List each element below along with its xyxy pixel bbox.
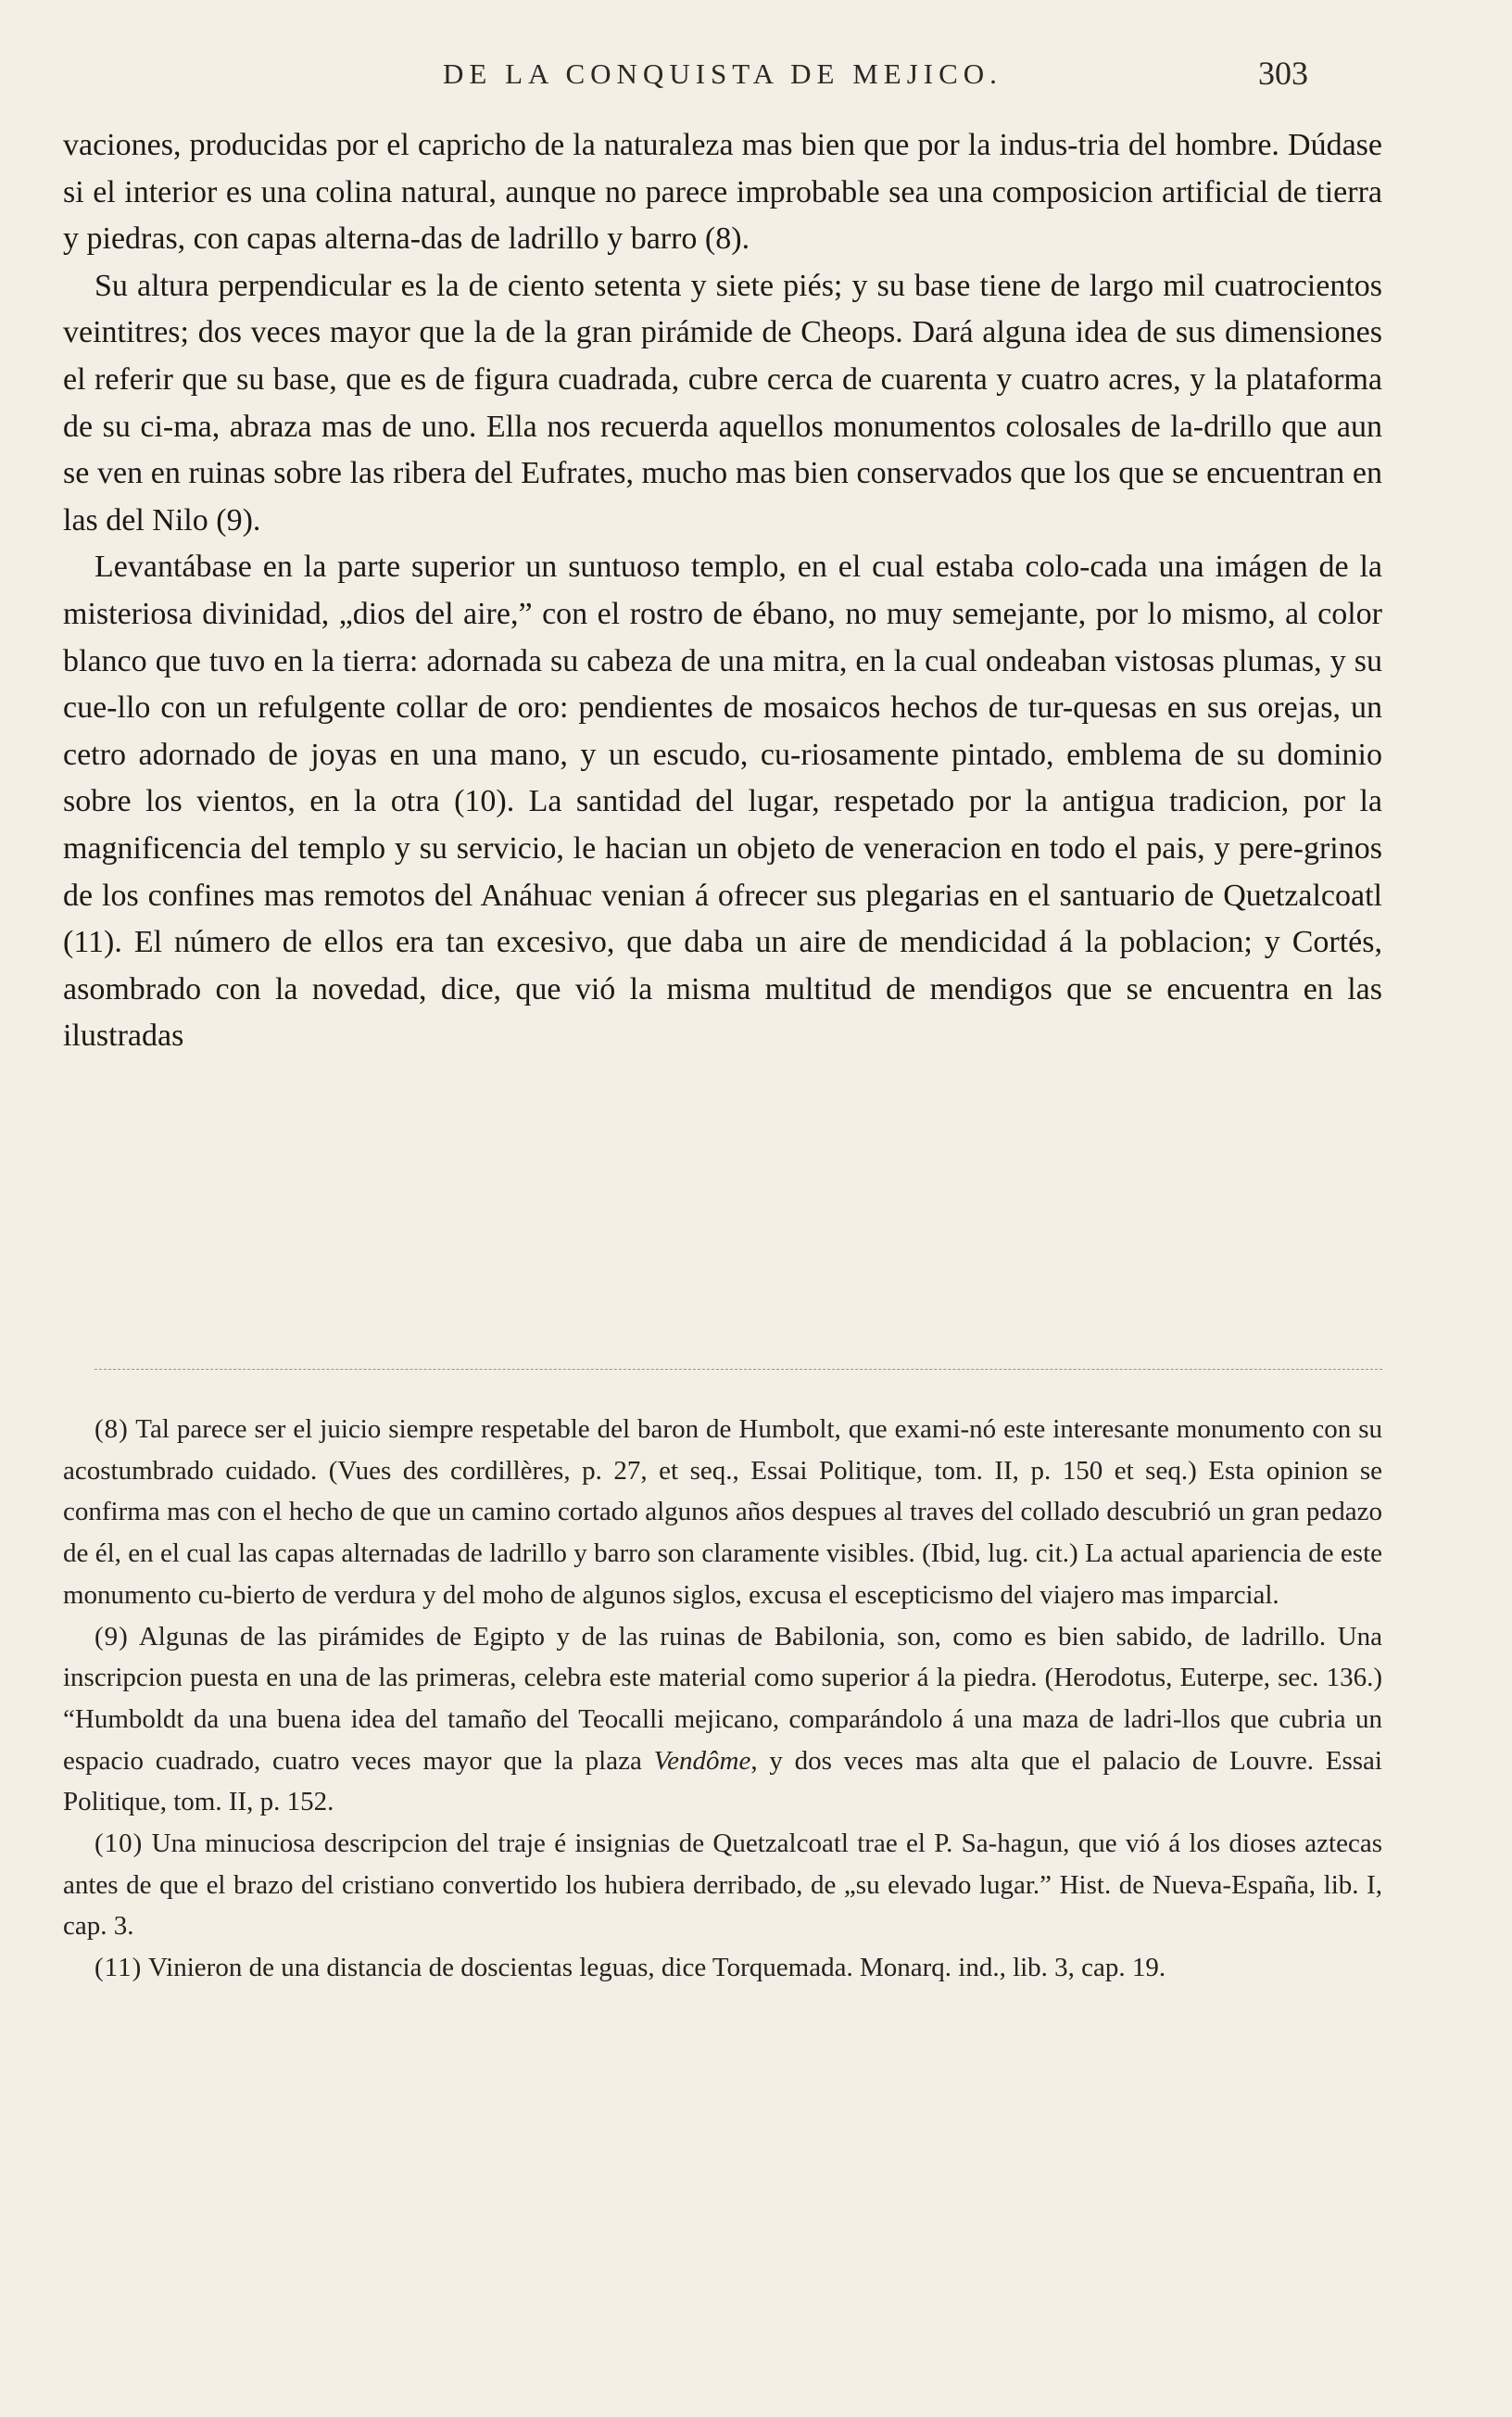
footnotes <box>63 1409 1382 1989</box>
running-title: DE LA CONQUISTA DE MEJICO. <box>443 57 1002 90</box>
main-text <box>63 122 1382 1060</box>
footnote-text: Vinieron de una distancia de doscientas leguas, dice Torquemada. Monarq. ind., lib. 3, cap. 19. <box>147 1953 1166 1983</box>
footnote-text: , y dos veces mas alta que el palacio de Louvre. Essai Politique, tom. II, p. 152. <box>63 1745 1382 1817</box>
footnote-number: (9) <box>94 1621 129 1651</box>
footnote <box>63 1409 1382 1616</box>
page-number: 303 <box>1258 55 1308 92</box>
paragraph: Levantábase en la parte superior un suntuoso templo, en el cual estaba colo-cada una imágen de la misteriosa divinidad, „dios del aire,” con el rostro de ébano, no muy semejante, por lo mismo, al color blanco que tuvo en la tierra: adornada su cabeza de una mitra, en la cual ondeaban vistosas plumas, y su cue-llo con un refulgente collar de oro: pendientes de mosaicos hechos de tur-quesas en sus orejas, un cetro adornado de joyas en una mano, y un escudo, cu-riosamente pintado, emblema de su dominio sobre los vientos, en la otra (10). La santidad del lugar, respetado por la antigua tradicion, por la magnificencia del templo y su servicio, le hacian un objeto de veneracion en todo el pais, y pere-grinos de los confines mas remotos del Anáhuac venian á ofrecer sus plegarias en el santuario de Quetzalcoatl (11). El número de ellos era tan excesivo, que daba un aire de mendicidad á la poblacion; y Cortés, asombrado con la novedad, dice, que vió la misma multitud de mendigos que se encuentra en las ilustradas <box>63 550 1382 1054</box>
footnote <box>63 1616 1382 1824</box>
footnote <box>63 1947 1382 1989</box>
footnote <box>63 1823 1382 1947</box>
footnote-text: Una minuciosa descripcion del traje é insignias de Quetzalcoatl trae el P. Sa-hagun, que vió á los dioses aztecas antes de que el brazo del cristiano convertido los hubiera derribado, de „su elevado lugar.” Hist. de Nueva-España, lib. I, cap. 3. <box>63 1829 1382 1942</box>
footnote-text: Algunas de las pirámides de Egipto y de las ruinas de Babilonia, son, como es bien sabido, de ladrillo. Una inscripcion puesta en una de las primeras, celebra este material como superior á la piedra. (Herodotus, Euterpe, sec. 136.) “Humboldt da una buena idea del tamaño del Teocalli mejicano, comparándolo á una maza de ladri-llos que cubria un espacio cuadrado, cuatro veces mayor que la plaza <box>63 1621 1382 1776</box>
paragraph: vaciones, producidas por el capricho de la naturaleza mas bien que por la indus-tria del hombre. Dúdase si el interior es una colina natural, aunque no parece improbable sea una composicion artificial de tierra y piedras, con capas alterna-das de ladrillo y barro (8). <box>63 128 1382 257</box>
footnote-italic-text: Vendôme <box>653 1745 751 1776</box>
footnote-text: Tal parece ser el juicio siempre respetable del baron de Humbolt, que exami-nó este interesante monumento con su acostumbrado cuidado. (Vues des cordillères, p. 27, et seq., Essai Politique, tom. II, p. 150 et seq.) Esta opinion se confirma mas con el hecho de que un camino cortado algunos años despues al traves del collado descubrió un gran pedazo de él, en el cual las capas alternadas de ladrillo y barro son claramente visibles. (Ibid, lug. cit.) La actual apariencia de este monumento cu-bierto de verdura y del moho de algunos siglos, excusa el escepticismo del viajero mas imparcial. <box>63 1414 1382 1610</box>
footnote-number: (10) <box>94 1829 144 1859</box>
footnote-number: (8) <box>94 1414 129 1444</box>
paragraph: Su altura perpendicular es la de ciento setenta y siete piés; y su base tiene de largo mil cuatrocientos veintitres; dos veces mayor que la de la gran pirámide de Cheops. Dará alguna idea de sus dimensiones el referir que su base, que es de figura cuadrada, cubre cerca de cuarenta y cuatro acres, y la plataforma de su ci-ma, abraza mas de uno. Ella nos recuerda aquellos monumentos colosales de la-drillo que aun se ven en ruinas sobre las ribera del Eufrates, mucho mas bien conservados que los que se encuentran en las del Nilo (9). <box>63 268 1382 538</box>
footnote-separator <box>94 1369 1382 1370</box>
footnote-number: (11) <box>94 1953 143 1983</box>
